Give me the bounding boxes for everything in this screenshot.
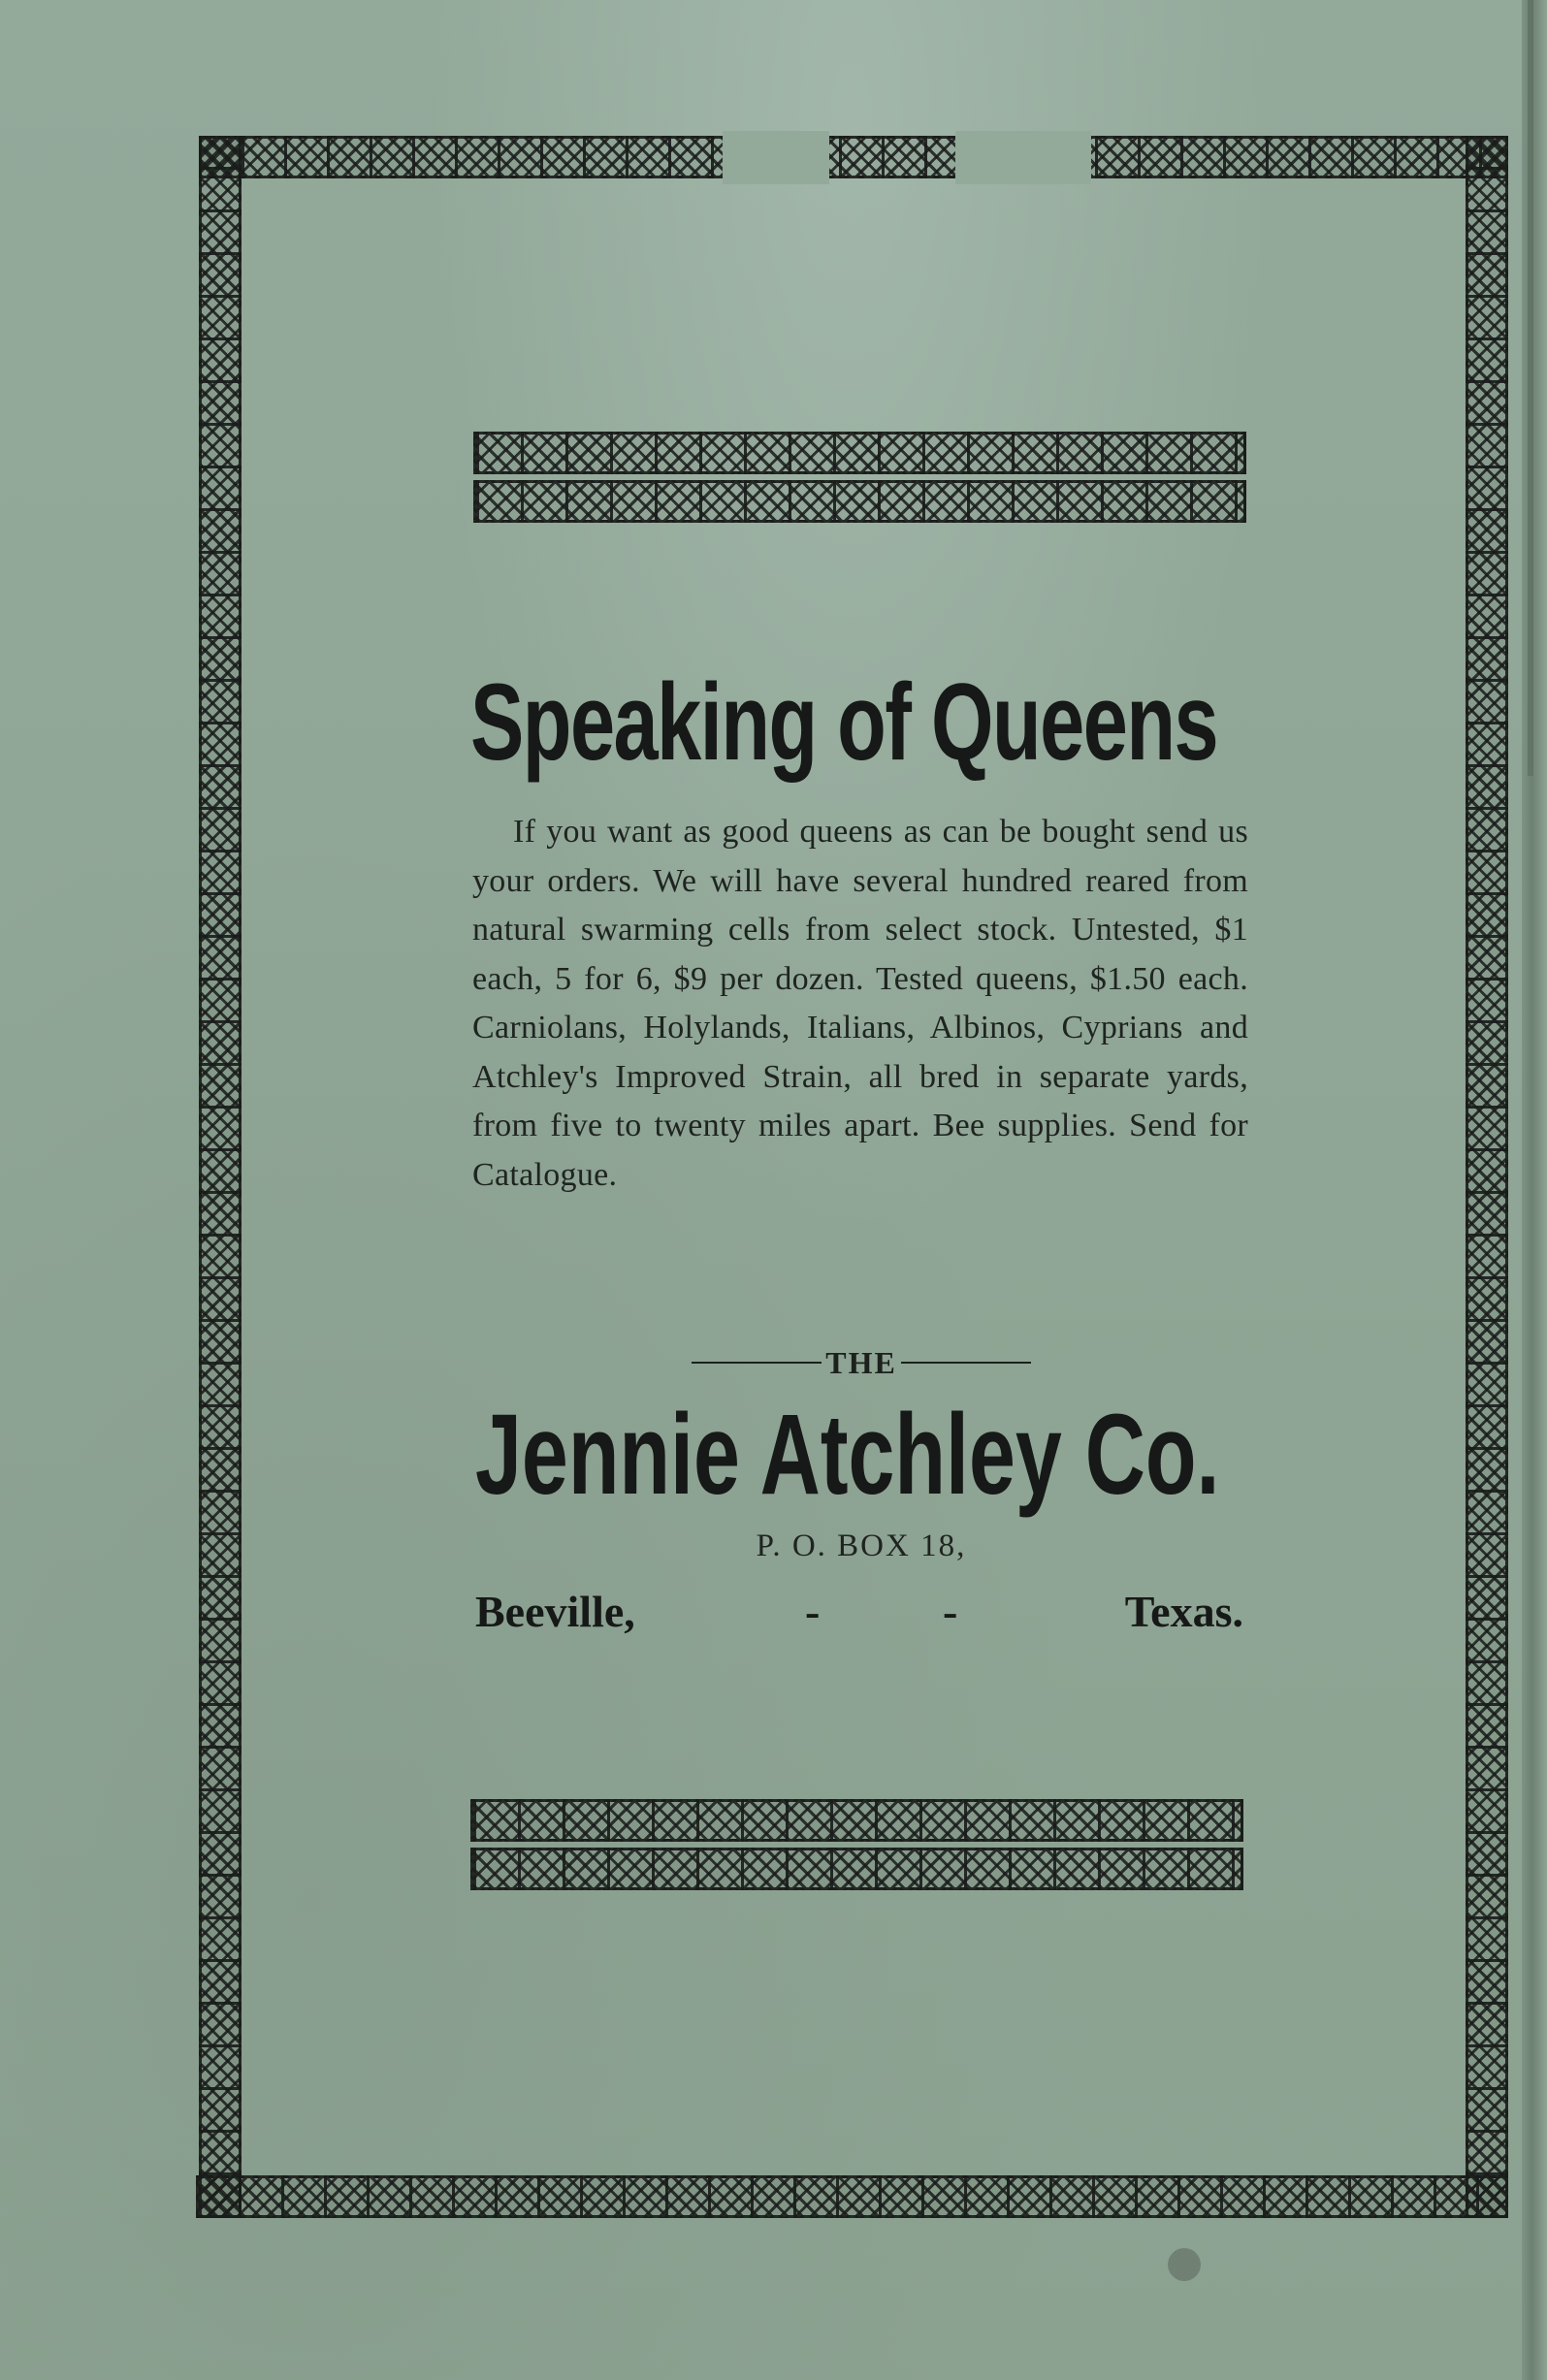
body-paragraph: If you want as good queens as can be bought send us your orders. We will have several hundred reared from natural swarming cells from select stock. Untested, $1 each, 5 for 6, $9 per dozen. Tested queens, $1.50 each. Carniolans, Holylands, Italians, Albinos, Cyprians and Atchley's Improved Strain, all bred in separate yards, from five to twenty miles apart. Bee supplies. Send for Catalogue. xyxy=(472,814,1248,1193)
the-divider xyxy=(692,1338,1031,1387)
the-label: THE xyxy=(825,1344,897,1380)
ornament-row xyxy=(473,432,1246,474)
binding-edge xyxy=(1522,0,1547,2380)
border-top-worn-gap-2 xyxy=(955,131,1091,184)
border-top-worn-gap xyxy=(723,131,829,184)
ink-smudge xyxy=(1168,2248,1201,2281)
border-top xyxy=(199,136,1508,178)
company-name: Jennie Atchley Co. xyxy=(475,1391,1220,1519)
divider-rule-left xyxy=(692,1362,822,1364)
address-city: Beeville, xyxy=(475,1587,635,1636)
ornament-band-top xyxy=(473,432,1246,525)
binding-shadow xyxy=(1528,0,1533,776)
ornament-row xyxy=(470,1848,1243,1890)
ornament-row xyxy=(473,480,1246,523)
divider-rule-right xyxy=(901,1362,1031,1364)
ornament-row xyxy=(470,1799,1243,1842)
address-dash: - xyxy=(805,1587,821,1636)
address-dash: - xyxy=(943,1587,958,1636)
border-left xyxy=(199,136,242,2218)
address-line xyxy=(473,1586,1249,1644)
po-box: P. O. BOX 18, xyxy=(756,1528,967,1563)
ornament-band-bottom xyxy=(470,1799,1243,1892)
border-right xyxy=(1466,136,1508,2218)
address-state: Texas. xyxy=(1124,1587,1243,1636)
body-copy xyxy=(472,808,1248,1200)
border-bottom xyxy=(196,2175,1508,2218)
headline: Speaking of Queens xyxy=(470,661,1218,783)
